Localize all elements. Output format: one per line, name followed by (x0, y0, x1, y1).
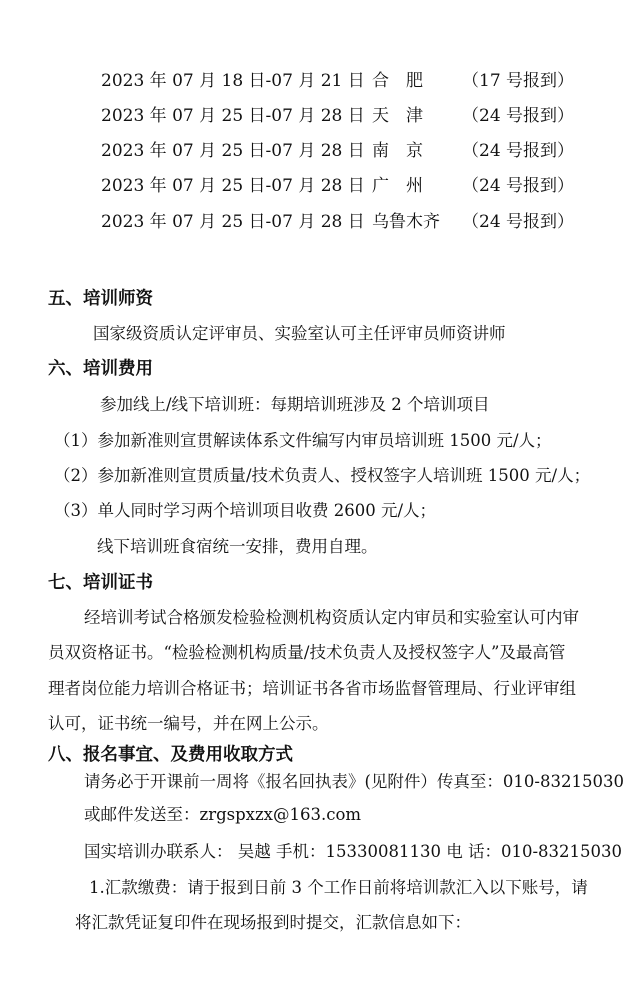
paragraph-line: 或邮件发送至：zrgspxzx@163.com (84, 805, 362, 824)
schedule-row (0, 171, 640, 201)
schedule-row (0, 101, 640, 131)
schedule-date: 2023 年 07 月 25 日-07 月 28 日 (101, 106, 365, 126)
schedule-row (0, 66, 640, 96)
schedule-date: 2023 年 07 月 25 日-07 月 28 日 (101, 141, 365, 161)
schedule-note: （24 号报到） (462, 212, 575, 232)
section-heading: 六、培训费用 (48, 359, 153, 379)
fee-item: （1）参加新准则宣贯解读体系文件编写内审员培训班 1500 元/人； (54, 431, 552, 450)
schedule-city: 乌鲁木齐 (372, 212, 440, 232)
schedule-row (0, 207, 640, 237)
paragraph-line: 国家级资质认定评审员、实验室认可主任评审员师资讲师 (93, 324, 506, 343)
paragraph-line: 认可，证书统一编号，并在网上公示。 (48, 714, 329, 733)
paragraph-line: 员双资格证书。“检验检测机构质量/技术负责人及授权签字人”及最高管 (48, 643, 566, 662)
schedule-note: （24 号报到） (462, 106, 575, 126)
schedule-date: 2023 年 07 月 25 日-07 月 28 日 (101, 176, 365, 196)
paragraph-line: 经培训考试合格颁发检验检测机构资质认定内审员和实验室认可内审 (84, 608, 579, 627)
section-heading: 七、培训证书 (48, 573, 153, 593)
section-heading: 五、培训师资 (48, 289, 153, 309)
paragraph-line: 1.汇款缴费：请于报到日前 3 个工作日前将培训款汇入以下账号，请 (89, 878, 588, 897)
section-heading: 八、报名事宜、及费用收取方式 (48, 745, 293, 765)
schedule-city: 南 京 (372, 141, 423, 161)
paragraph-line: 国实培训办联系人： 吴越 手机：15330081130 电 话：010-83215030 (84, 842, 623, 861)
paragraph-line: 将汇款凭证复印件在现场报到时提交，汇款信息如下： (75, 913, 471, 932)
schedule-row (0, 136, 640, 166)
paragraph-line: 参加线上/线下培训班：每期培训班涉及 2 个培训项目 (100, 395, 490, 414)
schedule-city: 天 津 (372, 106, 423, 126)
schedule-note: （24 号报到） (462, 176, 575, 196)
paragraph-line: 理者岗位能力培训合格证书；培训证书各省市场监督管理局、行业评审组 (48, 679, 576, 698)
paragraph-line: 请务必于开课前一周将《报名回执表》(见附件）传真至：010-83215030 (84, 772, 624, 791)
schedule-note: （17 号报到） (462, 71, 575, 91)
schedule-note: （24 号报到） (462, 141, 575, 161)
schedule-date: 2023 年 07 月 25 日-07 月 28 日 (101, 212, 365, 232)
schedule-city: 广 州 (372, 176, 423, 196)
schedule-city: 合 肥 (372, 71, 423, 91)
paragraph-line: 线下培训班食宿统一安排，费用自理。 (97, 537, 378, 556)
schedule-date: 2023 年 07 月 18 日-07 月 21 日 (101, 71, 365, 91)
fee-item: （3）单人同时学习两个培训项目收费 2600 元/人； (54, 501, 437, 520)
fee-item: （2）参加新准则宣贯质量/技术负责人、授权签字人培训班 1500 元/人； (54, 466, 591, 485)
